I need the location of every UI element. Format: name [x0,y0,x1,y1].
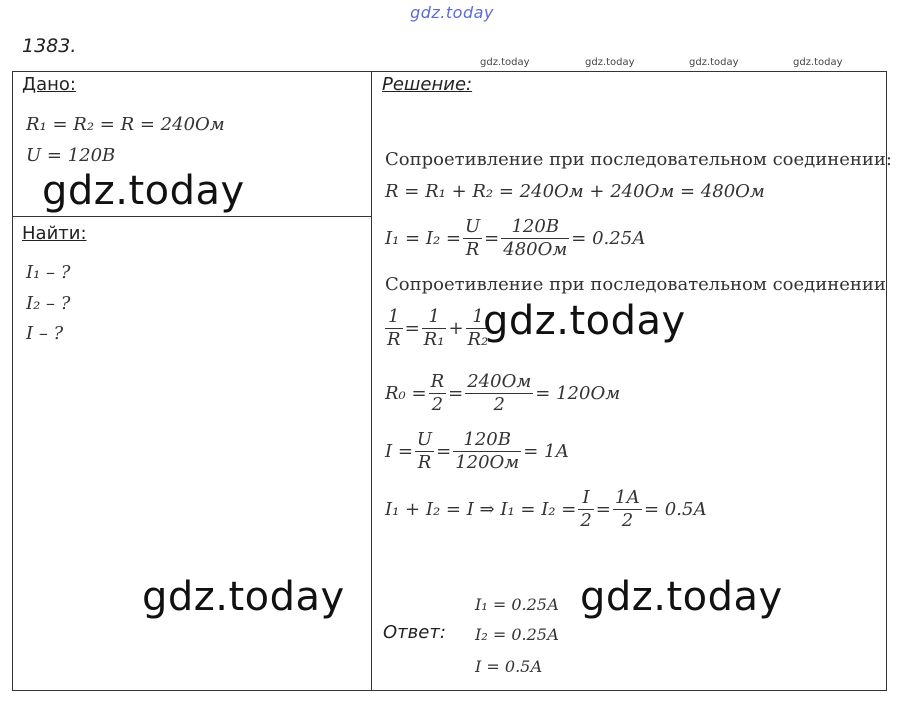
answer-line: I₂ = 0.25А [475,625,560,644]
parallel-equation [383,306,492,351]
denominator: 480Ом [503,239,568,260]
fraction [465,371,533,416]
denominator: R [387,329,401,350]
eq-rhs: = 120Ом [535,383,621,404]
series-current-equation [385,216,646,261]
given-line: R₁ = R₂ = R = 240Ом [26,114,225,135]
plus-sign: + [448,318,464,339]
denominator: 2 [431,394,444,415]
fraction [613,487,642,532]
denominator: R₁ [423,329,445,350]
fraction [453,429,521,474]
find-header: Найти: [22,223,87,244]
denominator: 2 [493,394,505,415]
numerator: R [430,371,445,392]
numerator: 120В [453,429,521,452]
large-watermark: gdz.today [483,298,686,344]
find-line: I₁ – ? [26,262,71,283]
answer-line: I₁ = 0.25А [475,595,560,614]
numerator: 1А [614,487,640,508]
denominator: R [465,239,480,260]
fraction [415,429,434,474]
eq-lhs: I₁ = I₂ = [385,228,461,249]
find-line: I₂ – ? [26,293,71,314]
top-watermark: gdz.today [410,3,494,22]
parallel-heading: Сопроетивление при последовательном соединении [385,274,886,295]
numerator: 240Ом [467,371,532,392]
denominator: 120Ом [455,452,520,473]
denominator: 2 [621,510,634,531]
problem-number: 1383. [22,35,77,57]
given-header: Дано: [22,74,76,95]
series-equation: R = R₁ + R₂ = 240Ом + 240Ом = 480Ом [385,181,765,202]
split-current-equation [385,487,707,532]
denominator: R₂ [467,329,489,350]
r0-equation [385,371,620,416]
small-watermark: gdz.today [689,57,739,68]
numerator: 1 [385,306,403,329]
solution-header: Решение: [382,74,473,95]
equals-sign: = [595,499,611,520]
fraction [501,216,569,261]
equals-sign: = [436,441,452,462]
fraction [429,371,447,416]
large-watermark: gdz.today [142,574,345,620]
given-find-divider [12,216,372,217]
eq-rhs: = 0.5А [643,499,708,520]
numerator: U [464,216,481,237]
small-watermark: gdz.today [793,57,843,68]
answer-label: Ответ: [383,622,446,643]
eq-rhs: = 0.25А [571,228,646,249]
small-watermark: gdz.today [585,57,635,68]
fraction [578,487,593,532]
numerator: 1 [466,306,491,329]
denominator: 2 [580,510,592,531]
denominator: R [417,452,432,473]
answer-line: I = 0.5А [475,657,543,676]
small-watermark: gdz.today [480,57,530,68]
eq-lhs: I₁ + I₂ = I ⇒ I₁ = I₂ = [385,499,577,520]
large-watermark: gdz.today [580,574,783,620]
fraction [422,306,447,351]
find-line: I – ? [26,323,64,344]
eq-lhs: R₀ = [385,383,427,404]
numerator: I [578,487,593,510]
numerator: U [416,429,433,450]
equals-sign: = [484,228,500,249]
current-equation [385,429,569,474]
numerator: 1 [422,306,447,329]
fraction [463,216,482,261]
equals-sign: = [404,318,420,339]
given-line: U = 120В [26,145,116,166]
numerator: 120В [501,216,569,239]
fraction [385,306,403,351]
eq-rhs: = 1А [523,441,570,462]
equals-sign: = [448,383,464,404]
series-heading: Сопроетивление при последовательном соединении: [385,149,892,170]
large-watermark: gdz.today [42,168,245,214]
eq-lhs: I = [385,441,413,462]
column-divider [371,71,372,691]
